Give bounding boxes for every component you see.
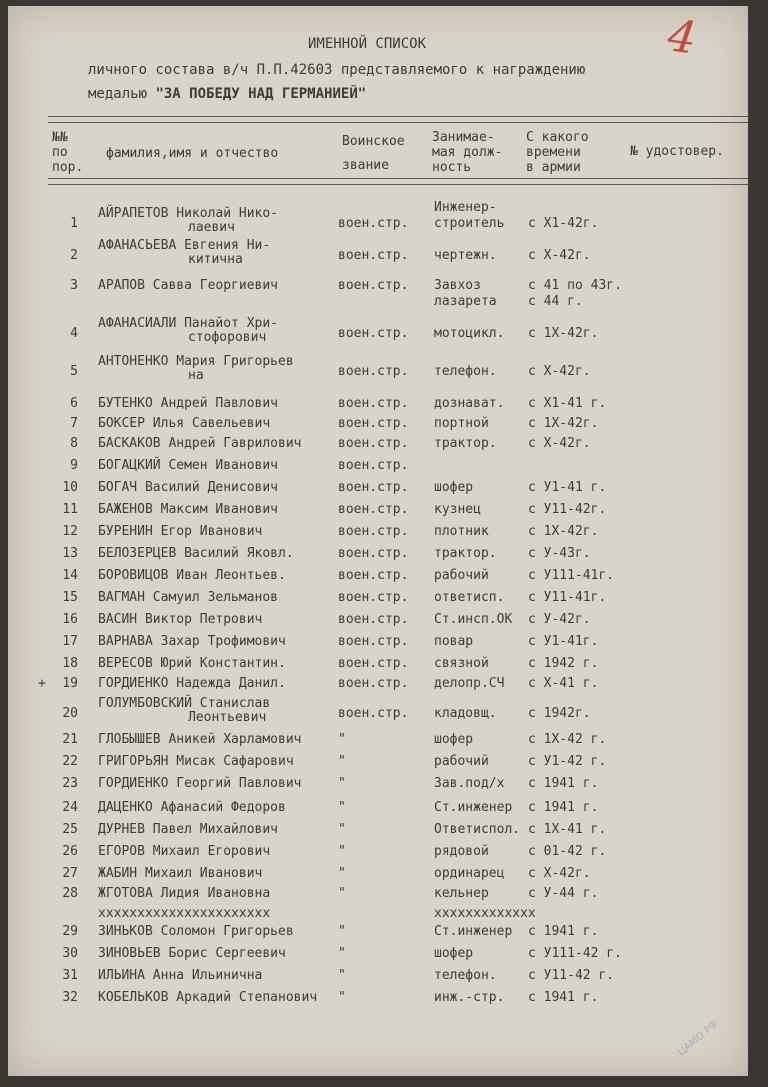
row-name: ДАЦЕНКО Афанасий Федоров — [98, 800, 286, 815]
row-rank: воен.стр. — [338, 524, 409, 539]
row-name: ЕГОРОВ Михаил Егорович — [98, 844, 271, 859]
row-since: с 1942г. — [528, 706, 591, 721]
row-since: с 1Х-42г. — [528, 524, 599, 539]
table-row — [8, 568, 748, 590]
row-position: повар — [434, 634, 474, 649]
row-name-cont: китична — [188, 252, 243, 267]
table-row — [8, 436, 748, 458]
row-position-top: Инженер- — [434, 200, 497, 215]
row-name: ЖГОТОВА Лидия Ивановна — [98, 886, 271, 901]
row-since: с Х-42г. — [528, 248, 591, 263]
row-since: с Х-42г. — [528, 436, 591, 451]
table-row — [8, 278, 748, 309]
row-name: АНТОНЕНКО Мария Григорьев — [98, 354, 294, 369]
row-number: 20 — [62, 706, 78, 721]
row-position: кладовщ. — [434, 706, 497, 721]
row-rank: воен.стр. — [338, 416, 409, 431]
row-since: с 1Х-42г. — [528, 326, 599, 341]
row-since: с У-42г. — [528, 612, 591, 627]
row-since: с У11-41г. — [528, 590, 607, 605]
row-since: с Х1-42г. — [528, 216, 599, 231]
row-position: Ст.инженер — [434, 924, 513, 939]
table-row — [8, 612, 748, 634]
row-since: с 1Х-41 г. — [528, 822, 607, 837]
header-bottom-rule — [48, 178, 748, 185]
row-number: 28 — [62, 886, 78, 901]
row-rank: " — [338, 800, 346, 815]
row-since: с Х1-41 г. — [528, 396, 607, 411]
table-row — [8, 866, 748, 888]
row-since: с У1-42 г. — [528, 754, 607, 769]
row-position: Ответиспол. — [434, 822, 521, 837]
table-row — [8, 458, 748, 480]
row-position: чертежн. — [434, 248, 497, 263]
row-name: ЗИНЬКОВ Соломон Григорьев — [98, 924, 294, 939]
row-name: БОГАЦКИЙ Семен Иванович — [98, 458, 279, 473]
row-since: с У1-41 г. — [528, 480, 607, 495]
table-row — [8, 634, 748, 656]
row-name: ЖАБИН Михаил Иванович — [98, 866, 263, 881]
row-name: ВАРНАВА Захар Трофимович — [98, 634, 286, 649]
row-rank: воен.стр. — [338, 364, 409, 379]
row-number: 32 — [62, 990, 78, 1005]
row-rank: воен.стр. — [338, 706, 409, 721]
row-name: БОКСЕР Илья Савельевич — [98, 416, 271, 431]
row-since-cont: с 44 г. — [528, 294, 583, 309]
row-position: Ст.инженер — [434, 800, 513, 815]
row-rank: воен.стр. — [338, 396, 409, 411]
row-rank: воен.стр. — [338, 248, 409, 263]
row-since: с У111-42 г. — [528, 946, 622, 961]
row-position: шофер — [434, 480, 474, 495]
header-top-rule — [48, 116, 748, 123]
row-position: телефон. — [434, 968, 497, 983]
row-name: ВАСИН Виктор Петрович — [98, 612, 263, 627]
row-position: ответисп. — [434, 590, 505, 605]
row-name: ДУРНЕВ Павел Михайлович — [98, 822, 279, 837]
table-row — [8, 732, 748, 754]
row-position: рабочий — [434, 568, 489, 583]
row-name-cont: стофорович — [188, 330, 267, 345]
row-position: связной — [434, 656, 489, 671]
handwritten-page-number: 4 — [664, 10, 700, 65]
row-since: с 1941 г. — [528, 990, 599, 1005]
row-number: 11 — [62, 502, 78, 517]
archive-watermark: ЦАМО РФ — [676, 1018, 721, 1059]
row-name: хххххххххххххххххххххх — [98, 906, 271, 921]
row-position: трактор. — [434, 546, 497, 561]
row-rank: " — [338, 822, 346, 837]
row-position: ххххххххххххх — [434, 906, 536, 921]
row-number: 16 — [62, 612, 78, 627]
table-row — [8, 480, 748, 502]
row-name-cont: лаевич — [188, 220, 235, 235]
row-name: ГОЛУМБОВСКИЙ Станислав — [98, 696, 271, 711]
table-row — [8, 968, 748, 990]
row-rank: воен.стр. — [338, 612, 409, 627]
row-number: 4 — [70, 326, 78, 341]
row-name: БАЖЕНОВ Максим Иванович — [98, 502, 279, 517]
row-position: делопр.СЧ — [434, 676, 505, 691]
row-position: кузнец — [434, 502, 481, 517]
row-name: ВЕРЕСОВ Юрий Константин. — [98, 656, 286, 671]
table-row — [8, 844, 748, 866]
row-rank: " — [338, 946, 346, 961]
row-position: кельнер — [434, 886, 489, 901]
row-name-cont: на — [188, 368, 204, 383]
row-rank: воен.стр. — [338, 568, 409, 583]
row-rank: воен.стр. — [338, 676, 409, 691]
row-name: АЙРАПЕТОВ Николай Нико- — [98, 206, 279, 221]
medal-name: "ЗА ПОБЕДУ НАД ГЕРМАНИЕЙ" — [155, 86, 367, 102]
row-name: ИЛЬИНА Анна Ильинична — [98, 968, 263, 983]
row-position: рядовой — [434, 844, 489, 859]
header-position: Занимае- мая долж- ность — [432, 130, 503, 175]
subtitle-line-1: личного состава в/ч П.П.42603 представляемого к награждению — [88, 62, 586, 78]
table-row — [8, 200, 748, 238]
row-since: с У-43г. — [528, 546, 591, 561]
row-number: 14 — [62, 568, 78, 583]
row-number: 24 — [62, 800, 78, 815]
correction-mark: + — [38, 676, 46, 691]
row-rank: воен.стр. — [338, 546, 409, 561]
row-rank: воен.стр. — [338, 278, 409, 293]
row-number: 29 — [62, 924, 78, 939]
row-since: с 41 по 43г. — [528, 278, 622, 293]
document-title: ИМЕННОЙ СПИСОК — [308, 36, 427, 52]
row-since: с 1941 г. — [528, 924, 599, 939]
row-number: 3 — [70, 278, 78, 293]
row-name: ГРИГОРЬЯН Мисак Сафарович — [98, 754, 294, 769]
row-name: ГОРДИЕНКО Надежда Данил. — [98, 676, 286, 691]
row-rank: " — [338, 866, 346, 881]
row-since: с 1941 г. — [528, 776, 599, 791]
row-position: Завхоз — [434, 278, 481, 293]
row-number: 27 — [62, 866, 78, 881]
row-since: с 1941 г. — [528, 800, 599, 815]
row-since: с Х-42г. — [528, 364, 591, 379]
table-row — [8, 924, 748, 946]
row-rank: воен.стр. — [338, 634, 409, 649]
row-since: с 01-42 г. — [528, 844, 607, 859]
row-number: 15 — [62, 590, 78, 605]
table-row — [8, 238, 748, 270]
row-since: с Х-42г. — [528, 866, 591, 881]
row-position: рабочий — [434, 754, 489, 769]
row-rank: " — [338, 732, 346, 747]
row-rank: " — [338, 968, 346, 983]
table-row — [8, 676, 748, 698]
table-row — [8, 316, 748, 348]
row-name: БУТЕНКО Андрей Павлович — [98, 396, 279, 411]
row-name: ВАГМАН Самуил Зельманов — [98, 590, 279, 605]
table-row — [8, 396, 748, 418]
table-row — [8, 776, 748, 798]
table-row — [8, 754, 748, 776]
table-row — [8, 416, 748, 438]
row-name: БОГАЧ Василий Денисович — [98, 480, 279, 495]
row-position: ординарец — [434, 866, 505, 881]
row-number: 31 — [62, 968, 78, 983]
row-rank: воен.стр. — [338, 502, 409, 517]
row-number: 22 — [62, 754, 78, 769]
subtitle-line-2 — [88, 86, 366, 102]
row-position: Зав.под/х — [434, 776, 505, 791]
row-position: шофер — [434, 732, 474, 747]
row-name-cont: Леонтьевич — [188, 710, 267, 725]
row-position: инж.-стр. — [434, 990, 505, 1005]
row-position: дознават. — [434, 396, 505, 411]
row-number: 12 — [62, 524, 78, 539]
row-name: КОБЕЛЬКОВ Аркадий Степанович — [98, 990, 318, 1005]
table-row — [8, 696, 748, 728]
row-number: 21 — [62, 732, 78, 747]
row-rank: " — [338, 844, 346, 859]
row-number: 2 — [70, 248, 78, 263]
row-name: ГОРДИЕНКО Георгий Павлович — [98, 776, 302, 791]
row-position: мотоцикл. — [434, 326, 505, 341]
table-row — [8, 822, 748, 844]
table-row — [8, 546, 748, 568]
row-name: БОРОВИЦОВ Иван Леонтьев. — [98, 568, 286, 583]
row-rank: " — [338, 776, 346, 791]
header-certificate: № удостовер. — [630, 144, 724, 159]
row-rank: воен.стр. — [338, 458, 409, 473]
row-name: ЗИНОВЬЕВ Борис Сергеевич — [98, 946, 286, 961]
row-since: с У11-42г. — [528, 502, 607, 517]
row-number: 9 — [70, 458, 78, 473]
row-rank: " — [338, 754, 346, 769]
document-page — [8, 6, 748, 1076]
header-since: С какого времени в армии — [526, 130, 589, 175]
row-name: АФАНАСИАЛИ Панайот Хри- — [98, 316, 279, 331]
header-rank: Воинское звание — [342, 134, 405, 173]
row-number: 26 — [62, 844, 78, 859]
row-name: ГЛОБЫШЕВ Аникей Харламович — [98, 732, 302, 747]
row-rank: " — [338, 924, 346, 939]
table-row — [8, 502, 748, 524]
row-number: 5 — [70, 364, 78, 379]
header-name: фамилия,имя и отчество — [106, 146, 279, 161]
table-row — [8, 354, 748, 386]
row-number: 1 — [70, 216, 78, 231]
row-rank: " — [338, 990, 346, 1005]
row-number: 17 — [62, 634, 78, 649]
row-rank: " — [338, 886, 346, 901]
table-row — [8, 590, 748, 612]
row-name: БУРЕНИН Егор Иванович — [98, 524, 263, 539]
table-row — [8, 990, 748, 1012]
row-since: с 1942 г. — [528, 656, 599, 671]
row-rank: воен.стр. — [338, 590, 409, 605]
row-rank: воен.стр. — [338, 656, 409, 671]
row-name: БАСКАКОВ Андрей Гаврилович — [98, 436, 302, 451]
table-row — [8, 524, 748, 546]
row-number: 6 — [70, 396, 78, 411]
row-since: с У11-42 г. — [528, 968, 615, 983]
row-number: 25 — [62, 822, 78, 837]
row-since: с 1Х-42г. — [528, 416, 599, 431]
table-row — [8, 886, 748, 908]
row-position: плотник — [434, 524, 489, 539]
row-position: трактор. — [434, 436, 497, 451]
row-position: телефон. — [434, 364, 497, 379]
row-number: 10 — [62, 480, 78, 495]
row-number: 23 — [62, 776, 78, 791]
row-name: БЕЛОЗЕРЦЕВ Василий Яковл. — [98, 546, 294, 561]
row-since: с У1-41г. — [528, 634, 599, 649]
table-row — [8, 656, 748, 678]
row-number: 30 — [62, 946, 78, 961]
row-since: с Х-41 г. — [528, 676, 599, 691]
row-number: 18 — [62, 656, 78, 671]
row-number: 13 — [62, 546, 78, 561]
row-name: АФАНАСЬЕВА Евгения Ни- — [98, 238, 271, 253]
row-rank: воен.стр. — [338, 216, 409, 231]
row-since: с У111-41г. — [528, 568, 615, 583]
table-row — [8, 946, 748, 968]
row-name: АРАПОВ Савва Георгиевич — [98, 278, 279, 293]
row-since: с У-44 г. — [528, 886, 599, 901]
row-position: Ст.инсп.ОК — [434, 612, 513, 627]
subtitle-prefix: медалью — [88, 86, 148, 102]
row-number: 7 — [70, 416, 78, 431]
row-rank: воен.стр. — [338, 480, 409, 495]
row-rank: воен.стр. — [338, 326, 409, 341]
row-position: шофер — [434, 946, 474, 961]
row-position-cont: лазарета — [434, 294, 497, 309]
row-since: с 1Х-42 г. — [528, 732, 607, 747]
row-position: портной — [434, 416, 489, 431]
row-position: строитель — [434, 216, 505, 231]
row-rank: воен.стр. — [338, 436, 409, 451]
table-row — [8, 800, 748, 822]
row-number: 8 — [70, 436, 78, 451]
row-number: 19 — [62, 676, 78, 691]
header-num: №№ по пор. — [52, 130, 84, 175]
